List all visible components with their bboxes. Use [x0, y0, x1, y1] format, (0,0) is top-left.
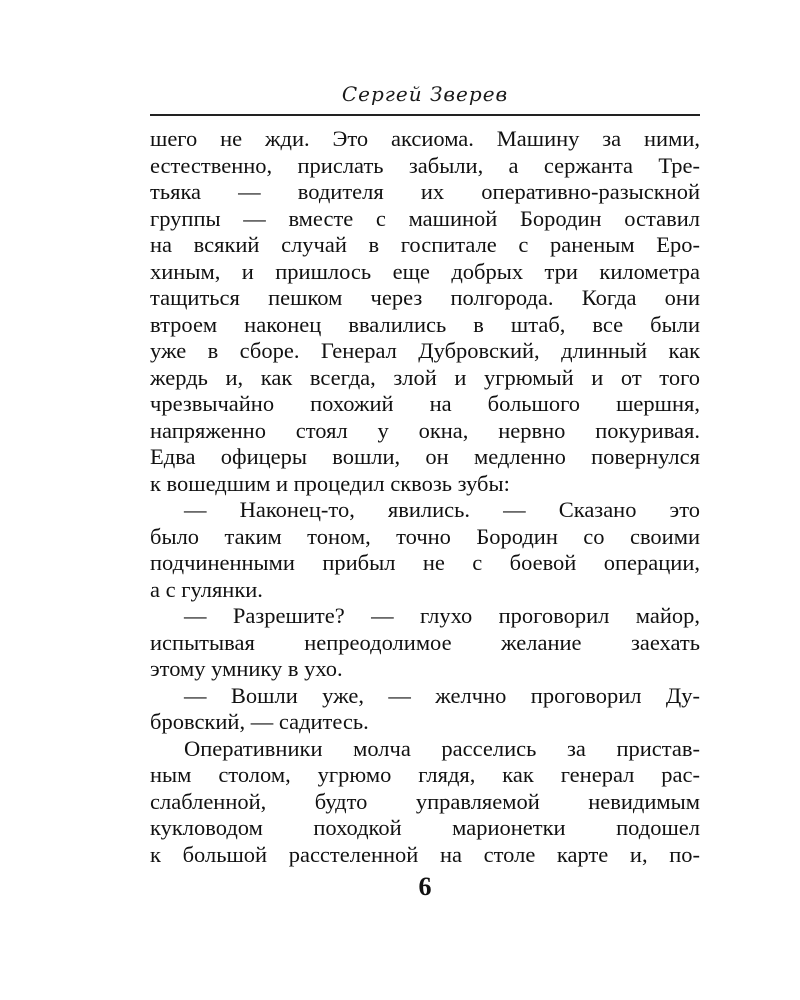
- text-line: бровский, — садитесь.: [150, 709, 369, 734]
- text-line: к вошедшим и процедил сквозь зубы:: [150, 470, 510, 496]
- text-line: хиным, и пришлось еще добрых три километра: [150, 258, 700, 284]
- text-line: тащиться пешком через полгорода. Когда они: [150, 285, 700, 310]
- text-line: кукловодом походкой марионетки подошел: [150, 815, 700, 840]
- running-head-author: Сергей Зверев: [341, 82, 509, 106]
- text-line: этому умнику в ухо.: [150, 656, 343, 681]
- text-line: тьяка — водителя их оперативно-разыскной: [150, 179, 700, 204]
- text-line: группы — вместе с машиной Бородин оставил: [150, 205, 700, 231]
- text-line: втроем наконец ввалились в штаб, все были: [150, 311, 700, 337]
- text-line: уже в сборе. Генерал Дубровский, длинный как: [150, 338, 700, 363]
- text-line: шего не жди. Это аксиома. Машину за ними,: [150, 126, 700, 151]
- text-line: испытывая непреодолимое желание заехать: [150, 629, 700, 655]
- text-line: к большой расстеленной на столе карте и, по-: [150, 841, 700, 867]
- text-line: ным столом, угрюмо глядя, как генерал рас-: [150, 762, 700, 787]
- text-line: — Вошли уже, — желчно проговорил Ду-: [184, 682, 700, 708]
- text-line: на всякий случай в госпитале с раненым Еро-: [150, 232, 700, 257]
- text-line: Оперативники молча расселись за пристав-: [184, 735, 700, 761]
- text-line: естественно, прислать забыли, а сержанта Тре-: [150, 152, 700, 178]
- text-line: напряженно стоял у окна, нервно покуривая.: [150, 417, 700, 443]
- text-line: слабленной, будто управляемой невидимым: [150, 788, 700, 814]
- text-line: а с гулянки.: [150, 576, 263, 602]
- text-line: Едва офицеры вошли, он медленно повернулся: [150, 444, 700, 469]
- text-line: было таким тоном, точно Бородин со своими: [150, 523, 700, 549]
- body-text: [150, 126, 700, 868]
- text-line: подчиненными прибыл не с боевой операции,: [150, 550, 700, 575]
- page-number: 6: [418, 872, 432, 901]
- text-line: жердь и, как всегда, злой и угрюмый и от того: [150, 364, 700, 390]
- header-rule: [150, 114, 700, 116]
- text-line: — Разрешите? — глухо проговорил майор,: [184, 603, 700, 628]
- text-line: чрезвычайно похожий на большого шершня,: [150, 391, 700, 416]
- text-line: — Наконец-то, явились. — Сказано это: [184, 497, 700, 522]
